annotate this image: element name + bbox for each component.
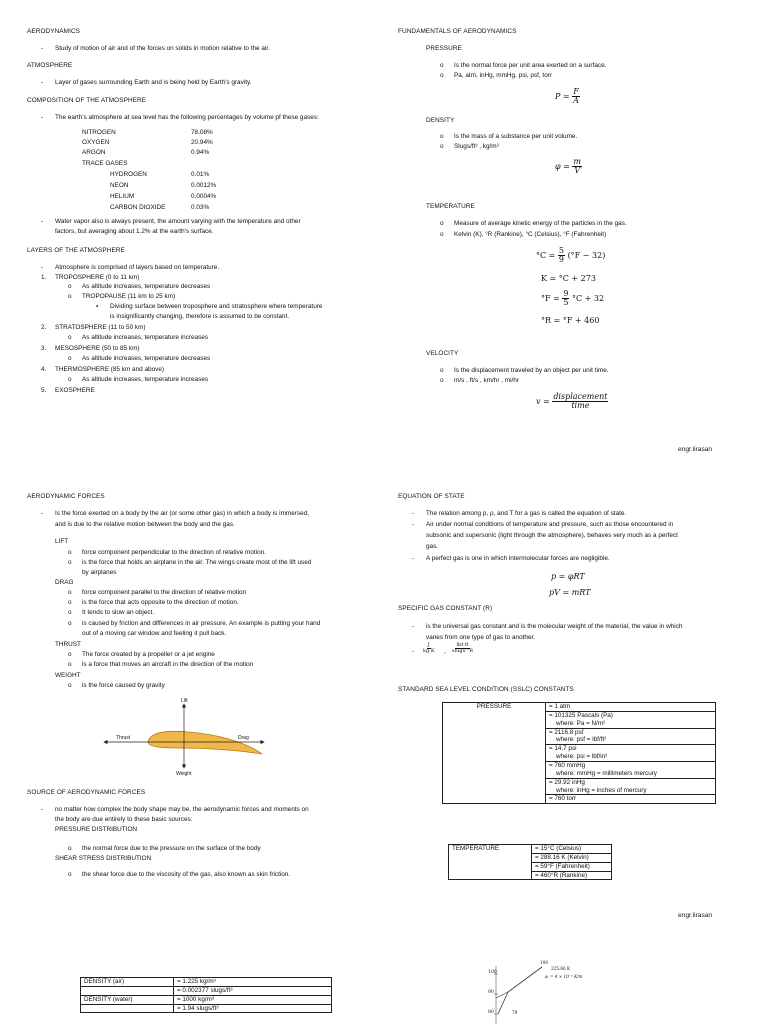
density-equation: [555, 158, 582, 176]
table-row: [443, 703, 716, 712]
graph-annotation: 225.66 K: [551, 966, 571, 971]
pressure-units: Pa, atm, inHg, mmHg, psi, psf, torr: [454, 72, 553, 79]
dash-bullet: -: [412, 623, 415, 630]
numerator: m: [573, 157, 581, 166]
tropopause-note-1: Dividing surface between troposphere and stratosphere where temperature: [110, 303, 323, 310]
equation-fraction: [562, 290, 569, 308]
table-cell: = 288.16 K (Kelvin): [532, 853, 612, 862]
weight-note: is the force caused by gravity: [82, 682, 165, 689]
equation-rhs: °C + 32: [571, 293, 605, 303]
trace-gas-value: 0.0012%: [191, 182, 217, 189]
temperature-units: Kelvin (K), °R (Rankine), °C (Celsius), °F (Fahrenheit): [454, 231, 607, 238]
circle-bullet: o: [440, 377, 444, 384]
trace-gas-name: HELIUM: [110, 193, 135, 200]
denominator: time: [571, 401, 590, 411]
pressure-label-cell: PRESSURE: [443, 703, 546, 804]
denominator: 5: [563, 298, 569, 308]
page-signature: engr.lirasan: [678, 912, 713, 919]
eos-line: Air under normal conditions of temperature and pressure, such as those encountered in: [426, 521, 674, 528]
layer-note: As altitude increases, temperature decreases: [82, 355, 211, 362]
circle-bullet: o: [68, 845, 72, 852]
circle-bullet: o: [68, 871, 72, 878]
denominator: kg·K: [423, 648, 435, 655]
equation-fraction: [558, 247, 565, 265]
table-cell: DENSITY (water): [81, 995, 174, 1004]
table-cell: = 1 atm: [546, 703, 716, 712]
water-vapor-line-1: Water vapor also is always present, the amount varying with the temperature and other: [55, 218, 301, 225]
heading-composition: COMPOSITION OF THE ATMOSPHERE: [27, 97, 147, 104]
shear-stress-note: the shear force due to the viscosity of the gas, also known as skin friction.: [82, 871, 291, 878]
temperature-table: [448, 844, 612, 880]
circle-bullet: o: [68, 599, 72, 606]
graph-annotation: 100: [540, 960, 548, 965]
trace-gas-value: 0.01%: [191, 171, 210, 178]
unit-separator: ,: [444, 648, 446, 655]
table-cell: = 0.002377 slugs/ft³: [174, 986, 332, 995]
source-line-2: the body are due entirely to these basic sources:: [55, 816, 193, 823]
list-number: 5.: [41, 387, 47, 394]
gas-value: 0.94%: [191, 149, 210, 156]
circle-bullet: o: [68, 355, 72, 362]
unit-fraction: [423, 643, 435, 655]
table-cell: = 760 torr: [546, 795, 716, 804]
numerator: lbf·ft: [456, 642, 469, 648]
equation-lhs: P =: [555, 91, 570, 101]
dash-bullet: -: [41, 264, 44, 271]
heading-density: DENSITY: [426, 117, 455, 124]
equation-fraction: [572, 158, 582, 176]
lift-note: is the force that holds an airplane in the air. The wings create most of the lift used: [82, 559, 312, 566]
trace-gas-value: 0.0004%: [191, 193, 217, 200]
heading-layers: LAYERS OF THE ATMOSPHERE: [27, 247, 125, 254]
profile-segment: [498, 992, 508, 1014]
table-cell: DENSITY (air): [81, 978, 174, 987]
table-cell: = 1.225 kg/m³: [174, 978, 332, 987]
list-number: 4.: [41, 366, 47, 373]
table-cell: = 2116.8 psf: [546, 728, 716, 736]
drag-note: force component parallel to the direction of relative motion: [82, 589, 247, 596]
trace-gas-value: 0.03%: [191, 204, 210, 211]
sgc-unit-english: [452, 643, 473, 655]
composition-intro: The earth's atmosphere at sea level has the following percentages by volume pf these gases:: [55, 114, 319, 121]
sgc-line-1: is the universal gas constant and is the molecular weight of the material, the value in which: [426, 623, 683, 630]
numerator: 9: [563, 289, 569, 298]
circle-bullet: o: [68, 293, 72, 300]
equation-lhs: °F =: [541, 293, 560, 303]
heading-sslc: STANDARD SEA LEVEL CONDITION (SSLC) CONSTANTS: [398, 686, 574, 693]
dash-bullet: -: [41, 510, 44, 517]
table-cell: [81, 1004, 174, 1013]
dash-bullet: -: [41, 114, 44, 121]
gas-value: 20.94%: [191, 139, 213, 146]
layer-note: As altitude increases, temperature decreases: [82, 283, 211, 290]
dash-bullet: -: [41, 806, 44, 813]
diagram-drag-label: Drag: [238, 735, 249, 741]
table-cell: where: mmHg = millimeters mercury: [546, 770, 716, 778]
circle-bullet: o: [440, 62, 444, 69]
square-bullet: ▪: [96, 303, 99, 310]
heading-temperature: TEMPERATURE: [426, 203, 475, 210]
circle-bullet: o: [68, 651, 72, 658]
eos-line: The relation among p, ρ, and T for a gas is called the equation of state.: [426, 510, 627, 517]
circle-bullet: o: [440, 143, 444, 150]
dash-bullet: -: [412, 648, 415, 655]
circle-bullet: o: [68, 609, 72, 616]
table-cell: where: Pa = N/m²: [546, 720, 716, 728]
pressure-definition: Is the normal force per unit area exerted on a surface.: [454, 62, 607, 69]
lift-note: by airplanes: [82, 569, 117, 576]
rankine-equation: °R = °F + 460: [541, 316, 600, 325]
denominator: slugs·°R: [452, 648, 474, 655]
atmosphere-definition: Layer of gases surrounding Earth and is being held by Earth's gravity.: [55, 79, 252, 86]
drag-note: out of a moving car window and feeling it pull back.: [82, 630, 227, 637]
numerator: 5: [558, 246, 565, 255]
diagram-lift-label: Lift: [181, 698, 188, 704]
table-cell: = 29.92 inHg: [546, 778, 716, 786]
graph-y-label: 80: [488, 1010, 494, 1015]
table-cell: = 760 mmHg: [546, 762, 716, 770]
numerator: J: [427, 642, 430, 648]
dash-bullet: -: [41, 79, 44, 86]
dash-bullet: -: [412, 521, 415, 528]
pressure-distribution-label: PRESSURE DISTRIBUTION: [55, 826, 138, 833]
table-cell: where: psf = lbf/ft²: [546, 736, 716, 744]
circle-bullet: o: [68, 682, 72, 689]
table-cell: where: psi = lbf/in²: [546, 753, 716, 761]
equation-lhs: v =: [536, 396, 550, 406]
equation-lhs: φ =: [555, 161, 570, 171]
table-cell: where: inHg = inches of mercury: [546, 787, 716, 795]
circle-bullet: o: [68, 334, 72, 341]
table-cell: = 14.7 psi: [546, 745, 716, 753]
ideal-gas-equation-density: p = φRT: [551, 572, 585, 581]
table-cell: = 460°R (Rankine): [532, 871, 612, 880]
circle-bullet: o: [440, 72, 444, 79]
trace-gas-name: HYDROGEN: [110, 171, 147, 178]
force-thrust-label: THRUST: [55, 641, 81, 648]
density-definition: Is the mass of a substance per unit volume.: [454, 133, 578, 140]
graph-annotation: 79: [512, 1010, 518, 1015]
equation-fraction: [552, 393, 608, 411]
denominator: V: [574, 166, 581, 176]
gas-name: TRACE GASES: [82, 160, 128, 167]
shear-stress-label: SHEAR STRESS DISTRIBUTION: [55, 855, 152, 862]
trace-gas-name: NEON: [110, 182, 129, 189]
layers-intro: Atmosphere is comprised of layers based on temperature.: [55, 264, 220, 271]
circle-bullet: o: [68, 283, 72, 290]
table-cell: = 101325 Pascals (Pa): [546, 711, 716, 719]
sgc-line-2: varies from one type of gas to another.: [426, 634, 536, 641]
list-number: 2.: [41, 324, 47, 331]
forces-intro-1: Is the force exerted on a body by the air (or some other gas) in which a body is immersed,: [55, 510, 309, 517]
heading-fundamentals: FUNDAMENTALS OF AERODYNAMICS: [398, 28, 517, 35]
fahrenheit-equation: [541, 290, 604, 308]
thrust-note: The force created by a propeller or a jet engine: [82, 651, 215, 658]
layer-troposphere: TROPOSPHERE (0 to 11 km): [55, 274, 140, 281]
list-number: 3.: [41, 345, 47, 352]
source-line-1: no matter how complex the body shape may be, the aerodynamic forces and moments on: [55, 806, 309, 813]
circle-bullet: o: [440, 367, 444, 374]
diagram-weight-label: Weight: [176, 771, 192, 777]
graph-annotation: aₜ = 4 × 10⁻³ K/m: [545, 974, 583, 979]
circle-bullet: o: [440, 220, 444, 227]
velocity-units: m/s , ft/s , km/hr , mi/hr: [454, 377, 519, 384]
drag-note: is caused by friction and differences in air pressure. An example is putting your hand: [82, 620, 321, 627]
force-drag-label: DRAG: [55, 579, 74, 586]
table-row: [81, 995, 332, 1004]
gas-name: ARGON: [82, 149, 106, 156]
water-vapor-line-2: factors, but averaging about 1.2% at the earth's surface.: [55, 228, 214, 235]
layer-stratosphere: STRATOSPHERE (11 to 50 km): [55, 324, 146, 331]
eos-line: A perfect gas is one in which intermolecular forces are negligible.: [426, 555, 610, 562]
pressure-equation: [555, 88, 580, 106]
heading-atmosphere: ATMOSPHERE: [27, 62, 73, 69]
heading-equation-of-state: EQUATION OF STATE: [398, 493, 465, 500]
celsius-equation: [536, 247, 605, 265]
circle-bullet: o: [68, 559, 72, 566]
density-table: [80, 977, 332, 1013]
profile-segment: [508, 967, 542, 992]
diagram-thrust-label: Thrust: [116, 735, 131, 741]
graph-y-label: 90: [488, 990, 494, 995]
unit-fraction: [452, 643, 473, 655]
equation-rhs: (°F − 32): [567, 250, 606, 260]
page-signature: engr.lirasan: [678, 446, 713, 453]
table-row: [81, 978, 332, 987]
table-cell: [81, 986, 174, 995]
table-cell: = 1000 kg/m³: [174, 995, 332, 1004]
tropopause-note-2: is insignificantly changing, therefore is assumed to be constant.: [110, 313, 290, 320]
circle-bullet: o: [68, 549, 72, 556]
drag-note: It tends to slow an object.: [82, 609, 155, 616]
gas-name: NITROGEN: [82, 129, 116, 136]
circle-bullet: o: [440, 231, 444, 238]
gas-value: 78.08%: [191, 129, 213, 136]
numerator: displacement: [553, 392, 608, 401]
equation-fraction: [572, 88, 580, 106]
circle-bullet: o: [68, 661, 72, 668]
table-cell: = 59°F (Fahrenheit): [532, 862, 612, 871]
dash-bullet: -: [412, 555, 415, 562]
layer-note: As altitude increases, temperature increases: [82, 334, 209, 341]
heading-aerodynamics: AERODYNAMICS: [27, 28, 81, 35]
graph-y-label: 100: [488, 970, 497, 975]
dash-bullet: -: [412, 510, 415, 517]
layer-thermosphere: THERMOSPHERE (85 km and above): [55, 366, 165, 373]
pressure-distribution-note: the normal force due to the pressure on the surface of the body: [82, 845, 261, 852]
layer-mesosphere: MESOSPHERE (50 to 85 km): [55, 345, 140, 352]
force-lift-label: LIFT: [55, 538, 69, 545]
layer-tropopause: TROPOPAUSE (11 km to 25 km): [82, 293, 176, 300]
temperature-definition: Measure of average kinetic energy of the particles in the gas.: [454, 220, 627, 227]
denominator: A: [573, 96, 579, 106]
list-number: 1.: [41, 274, 47, 281]
aerodynamics-definition: Study of motion of air and of the forces on solids in motion relative to the air.: [55, 45, 270, 52]
eos-line: subsonic and supersonic (light through the atmosphere), behaves very much as a perfect: [426, 532, 678, 539]
ideal-gas-equation-mass: pV = mRT: [549, 588, 591, 597]
circle-bullet: o: [440, 133, 444, 140]
lift-note: force component perpendicular to the direction of relative motion.: [82, 549, 267, 556]
heading-pressure: PRESSURE: [426, 45, 462, 52]
forces-intro-2: and is due to the relative motion between the body and the gas.: [55, 521, 235, 528]
numerator: F: [573, 87, 579, 96]
gas-name: OXYGEN: [82, 139, 110, 146]
thrust-note: is a force that moves an aircraft in the direction of the motion: [82, 661, 254, 668]
circle-bullet: o: [68, 376, 72, 383]
circle-bullet: o: [68, 620, 72, 627]
dash-bullet: -: [41, 45, 44, 52]
denominator: 9: [558, 255, 565, 265]
table-row: [449, 845, 612, 854]
table-row: [81, 986, 332, 995]
pressure-table: [442, 702, 716, 804]
eos-line: gas.: [426, 543, 439, 550]
temperature-label-cell: TEMPERATURE: [449, 845, 532, 880]
circle-bullet: o: [68, 589, 72, 596]
density-units: Slugs/ft³ , kg/m³: [454, 143, 499, 150]
equation-lhs: °C =: [536, 250, 556, 260]
heading-source-forces: SOURCE OF AERODYNAMIC FORCES: [27, 789, 146, 796]
velocity-equation: [536, 393, 608, 411]
table-cell: = 1.94 slugs/ft³: [174, 1004, 332, 1013]
sgc-unit-si: [423, 643, 435, 655]
layer-exosphere: EXOSPHERE: [55, 387, 95, 394]
heading-aerodynamic-forces: AERODYNAMIC FORCES: [27, 493, 105, 500]
heading-velocity: VELOCITY: [426, 350, 459, 357]
drag-note: is the force that acts opposite to the direction of motion.: [82, 599, 239, 606]
trace-gas-name: CARBON DIOXIDE: [110, 204, 166, 211]
velocity-definition: Is the displacement traveled by an object per unit time.: [454, 367, 609, 374]
table-cell: = 15°C (Celsius): [532, 845, 612, 854]
table-row: [81, 1004, 332, 1013]
layer-note: As altitude increases, temperature increases: [82, 376, 209, 383]
force-weight-label: WEIGHT: [55, 672, 81, 679]
heading-specific-gas-constant: SPECIFIC GAS CONSTANT (R): [398, 605, 493, 612]
dash-bullet: -: [41, 218, 44, 225]
kelvin-equation: K = °C + 273: [541, 274, 596, 283]
